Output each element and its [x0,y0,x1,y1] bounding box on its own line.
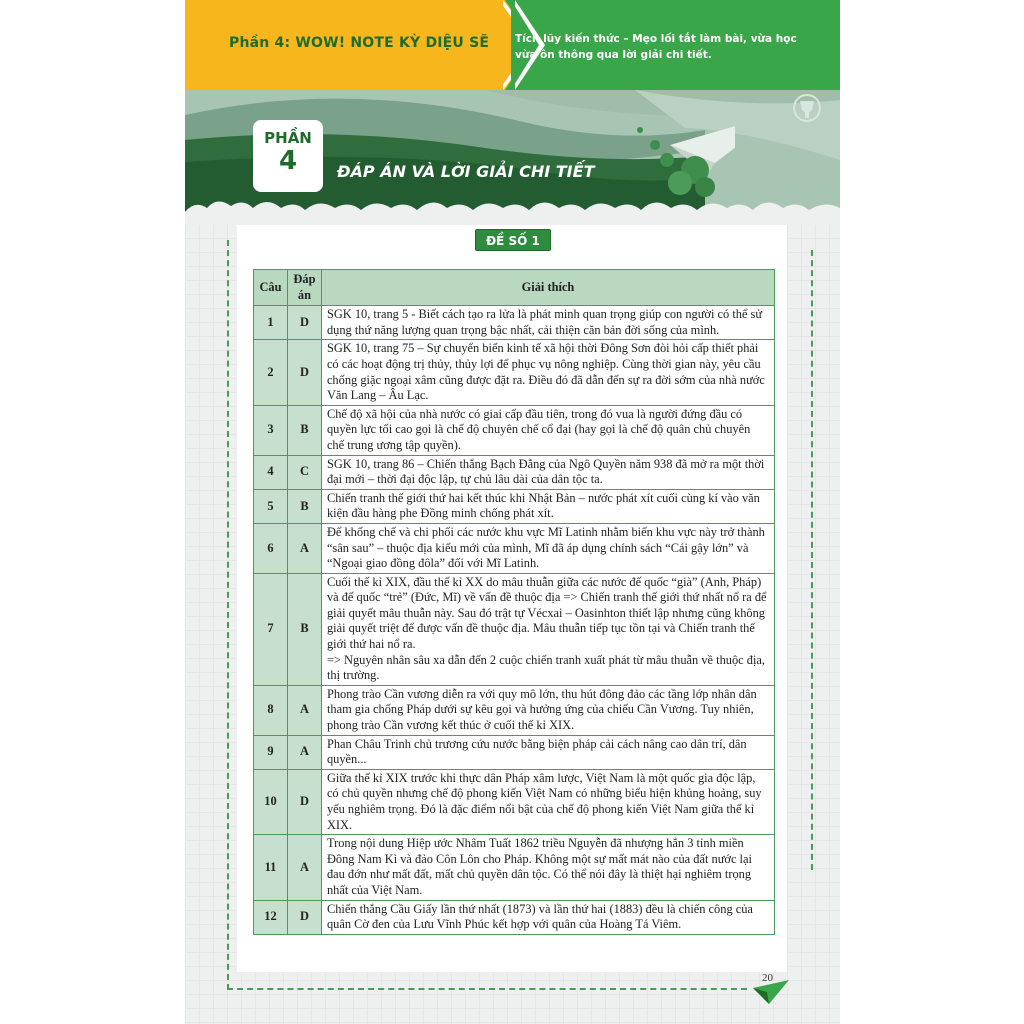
table-row [254,306,775,340]
cell-dap-an: B [287,573,321,685]
table-row [254,523,775,573]
banner-title: ĐÁP ÁN VÀ LỜI GIẢI CHI TIẾT [337,162,595,181]
cell-cau: 4 [254,455,288,489]
table-row [254,685,775,735]
part-number-box [253,120,323,192]
page-number: 20 [762,972,773,984]
cell-dap-an: A [287,523,321,573]
cell-dap-an: C [287,455,321,489]
table-row [254,735,775,769]
cell-giai-thich: Trong nội dung Hiệp ước Nhâm Tuất 1862 triều Nguyễn đã nhượng hẳn 3 tỉnh miền Đông Nam Kì và đảo Côn Lôn cho Pháp. Không một sự mất mát nào của đất nước lại đau đớn như mất đất, mất chủ quyền dân tộc. Có thể nói đây là thiệt hại nghiêm trọng nhất của Việt Nam. [321,835,774,900]
cell-giai-thich: Phong trào Cần vương diễn ra với quy mô lớn, thu hút đông đảo các tầng lớp nhân dân tham gia chống Pháp dưới sự kêu gọi và hưởng ứng của chiếu Cần Vương. Tuy nhiên, phong trào Cần vương kết thúc ở cuối thế kỉ XIX. [321,685,774,735]
cell-giai-thich: SGK 10, trang 75 – Sự chuyển biến kinh tế xã hội thời Đông Sơn đòi hỏi cấp thiết phải có các hoạt động trị thủy, thủy lợi để phục vụ nông nghiệp. Cùng thời gian này, yêu cầu chống giặc ngoại xâm cũng được đặt ra. Điều đó đã dẫn đến sự ra đời sớm của nhà nước Văn Lang – Âu Lạc. [321,340,774,405]
cell-cau: 3 [254,405,288,455]
page [185,0,840,1024]
exam-title: ĐỀ SỐ 1 [475,229,551,251]
table-row [254,835,775,900]
cell-dap-an: D [287,340,321,405]
header-giai-thich: Giải thích [321,270,774,306]
decorative-dash-right [811,250,813,870]
cell-giai-thich: Cuối thế kỉ XIX, đầu thế kỉ XX do mâu thuẫn giữa các nước đế quốc “già” (Anh, Pháp) và đế quốc “trẻ” (Đức, Mĩ) về vấn đề thuộc địa => Chiến tranh thế giới thứ nhất nổ ra để giải quyết mâu thuẫn này. Sau đó trật tự Vécxai – Oasinhton thiết lập nhưng cũng không giải quyết triệt để được vấn đề thuộc địa. Mâu thuẫn tiếp tục tồn tại và Chiến tranh thế giới thứ hai nổ ra. => Nguyên nhân sâu xa dẫn đến 2 cuộc chiến tranh xuất phát từ mâu thuẫn về thuộc địa, thị trường. [321,573,774,685]
cell-giai-thich: Giữa thế kỉ XIX trước khi thực dân Pháp xâm lược, Việt Nam là một quốc gia độc lập, có chủ quyền nhưng chế độ phong kiến Việt Nam có những biểu hiện khủng hoảng, suy yếu nghiêm trọng. Đó là đặc điểm nổi bật của chế độ phong kiến Việt Nam giữa thế kỉ XIX. [321,769,774,834]
cell-cau: 9 [254,735,288,769]
top-bar [185,0,840,90]
cell-dap-an: B [287,489,321,523]
header-cau: Câu [254,270,288,306]
cell-giai-thich: SGK 10, trang 86 – Chiến thắng Bạch Đằng của Ngô Quyền năm 938 đã mở ra một thời đại mới – thời đại độc lập, tự chủ lâu dài của dân tộc ta. [321,455,774,489]
cell-giai-thich: Để khống chế và chi phối các nước khu vực Mĩ Latinh nhằm biến khu vực này trở thành “sân sau” – thuộc địa kiểu mới của mình, Mĩ đã áp dụng chính sách “Cái gậy lớn” và “Ngoại giao đồng đôla” đối với Mĩ Latinh. [321,523,774,573]
answer-table [253,269,775,935]
cell-cau: 2 [254,340,288,405]
table-row [254,769,775,834]
cell-giai-thich: Chiến thắng Cầu Giấy lần thứ nhất (1873) và lần thứ hai (1883) đều là chiến công của quân Cờ đen của Lưu Vĩnh Phúc kết hợp với quân của Hoàng Tá Viêm. [321,900,774,934]
section-description: Tích lũy kiến thức – Mẹo lối tắt làm bài, vừa học vừa ôn thông qua lời giải chi tiết. [515,33,797,61]
cell-dap-an: A [287,735,321,769]
paper-plane-icon [751,978,791,1008]
part-number: 4 [278,146,298,176]
cell-cau: 12 [254,900,288,934]
cloud-icon [185,190,840,225]
cell-giai-thich: Chiến tranh thế giới thứ hai kết thúc khi Nhật Bản – nước phát xít cuối cùng kí vào văn kiện đầu hàng phe Đồng minh chống phát xít. [321,489,774,523]
table-row [254,900,775,934]
cell-cau: 5 [254,489,288,523]
cell-dap-an: D [287,769,321,834]
table-row [254,573,775,685]
cell-dap-an: A [287,835,321,900]
decorative-dash-bottom [227,988,747,990]
table-row [254,340,775,405]
cell-dap-an: D [287,306,321,340]
cell-giai-thich: Phan Châu Trinh chủ trương cứu nước bằng biện pháp cải cách nâng cao dân trí, dân quyền... [321,735,774,769]
table-row [254,405,775,455]
table-header-row [254,270,775,306]
header-dap-an: Đáp án [287,270,321,306]
cell-dap-an: B [287,405,321,455]
cell-dap-an: A [287,685,321,735]
table-row [254,489,775,523]
section-tag: Phần 4: WOW! NOTE KỲ DIỆU SẼ [229,35,490,51]
content-panel [237,225,787,972]
cell-cau: 11 [254,835,288,900]
cell-giai-thich: Chế độ xã hội của nhà nước có giai cấp đầu tiên, trong đó vua là người đứng đầu có quyền lực tối cao gọi là chế độ chuyên chế cổ đại (hay gọi là chế độ quân chủ chuyên chế trung ương tập quyền). [321,405,774,455]
cell-giai-thich: SGK 10, trang 5 - Biết cách tạo ra lửa là phát minh quan trọng giúp con người có thể sử dụng thứ năng lượng quan trọng bậc nhất, cải thiện căn bản đời sống của mình. [321,306,774,340]
cell-cau: 6 [254,523,288,573]
cell-cau: 1 [254,306,288,340]
cell-cau: 10 [254,769,288,834]
decorative-dash-left [227,240,229,990]
cell-dap-an: D [287,900,321,934]
part-banner [185,90,840,225]
part-label: PHẦN [264,129,312,147]
cell-cau: 8 [254,685,288,735]
trophy-icon [785,92,840,132]
table-row [254,455,775,489]
cell-cau: 7 [254,573,288,685]
